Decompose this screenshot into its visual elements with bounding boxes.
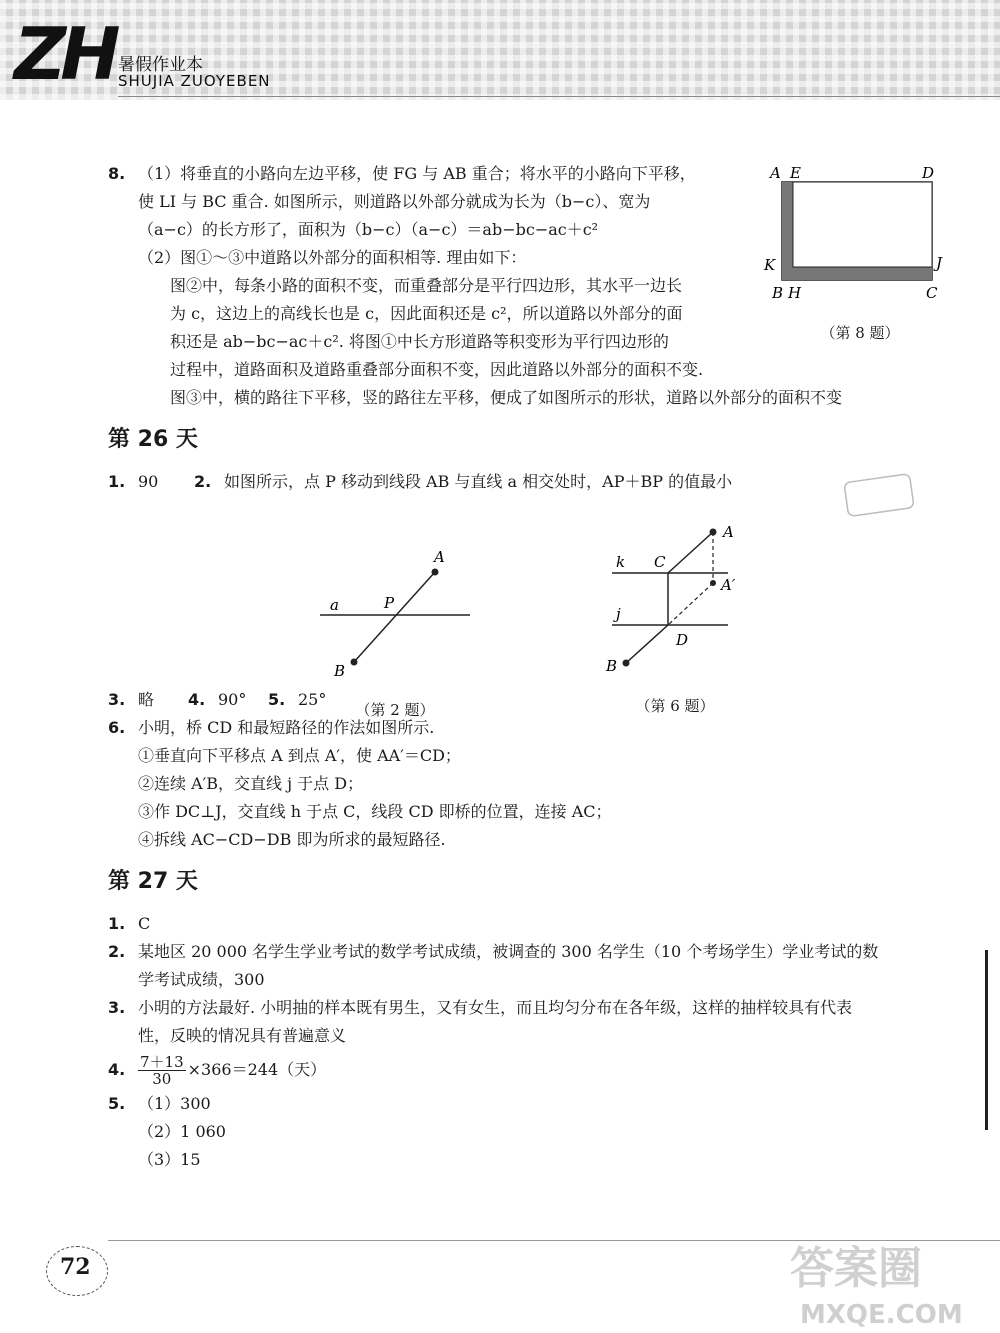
watermark-logo: 答案圈 (790, 1243, 922, 1294)
segment-DB (626, 625, 668, 663)
q8-text-3: （a−c）的长方形了，面积为（b−c）（a−c）＝ab−bc−ac＋c² (138, 220, 599, 239)
header-title-cn: 暑假作业本 (118, 55, 203, 75)
day26-q3-q5 (108, 686, 968, 714)
label-A: A (434, 548, 445, 566)
vertical-road (782, 182, 793, 280)
q4-numerator: 7＋13 (140, 1053, 184, 1071)
day26-q6-step3 (108, 798, 968, 826)
day26-q5-answer: 25° (298, 690, 327, 709)
day27-q4-number: 4. (108, 1060, 126, 1079)
label-D: D (922, 164, 935, 182)
label-B: B (772, 284, 784, 302)
point-A-prime (710, 580, 716, 586)
day27-q2-cont (108, 966, 968, 994)
day27-q2-number: 2. (108, 942, 126, 961)
q4-fraction (138, 1054, 186, 1087)
figure-space (108, 496, 968, 686)
q6-step3-text: ③作 DC⊥J，交直线 h 于点 C，线段 CD 即桥的位置，连接 AC； (138, 802, 612, 821)
segment-A-prime-D (668, 583, 713, 625)
q8-text-2: 使 LI 与 BC 重合. 如图所示，则道路以外部分就成为长为（b−c）、宽为 (138, 192, 651, 211)
day27-q3-number: 3. (108, 998, 126, 1017)
q8-text-5: 图②中，每条小路的面积不变，而重叠部分是平行四边形，其水平一边长 (170, 276, 683, 295)
figure-6-diagram (600, 515, 750, 685)
label-P: P (384, 594, 395, 612)
day26-q6-step2 (108, 770, 968, 798)
day27-q2 (108, 938, 968, 966)
day27-q5-3 (108, 1146, 968, 1174)
day26-q4-number: 4. (188, 690, 206, 709)
day26-q1-number: 1. (108, 472, 126, 491)
point-B (623, 660, 630, 667)
label-C: C (926, 284, 938, 302)
horizontal-road (782, 267, 932, 280)
day26-q3-number: 3. (108, 690, 126, 709)
label-k: k (616, 553, 626, 571)
day26-q6-number: 6. (108, 718, 126, 737)
day27-q3-text-2: 性，反映的情况具有普遍意义 (138, 1026, 347, 1045)
q8-text-8: 过程中，道路面积及道路重叠部分面积不变，因此道路以外部分的面积不变. (170, 360, 704, 379)
q5-answer-1: （1）300 (138, 1094, 211, 1113)
day27-q4 (108, 1050, 968, 1090)
figure-2 (310, 540, 480, 719)
figure-2-caption: （第 2 题） (355, 701, 435, 719)
q6-step2-text: ②连续 A′B，交直线 j 于点 D； (138, 774, 364, 793)
day26-q4-answer: 90° (218, 690, 247, 709)
page-number: 72 (60, 1254, 91, 1280)
inner-rectangle (793, 182, 932, 267)
header-title-en: SHUJIA ZUOYEBEN (118, 72, 271, 90)
day27-q1-answer: C (138, 914, 151, 933)
q6-step4-text: ④拆线 AC−CD−DB 即为所求的最短路径. (138, 830, 446, 849)
day27-q3-text-1: 小明的方法最好. 小明抽的样本既有男生，又有女生，而且均匀分布在各年级，这样的抽样较具有代表 (138, 998, 853, 1017)
figure-8 (760, 160, 960, 350)
side-edge-mark (985, 950, 988, 1130)
day27-title: 第 27 天 (108, 869, 198, 894)
q8-text-6: 为 c，这边上的高线长也是 c，因此面积还是 c²，所以道路以外部分的面 (170, 304, 683, 323)
figure-6 (600, 515, 750, 715)
label-a: a (330, 596, 339, 614)
segment-AB (354, 572, 435, 662)
day26-q1-q2 (108, 468, 968, 496)
label-E: E (790, 164, 801, 182)
label-B: B (606, 657, 618, 675)
stamp-mark (840, 470, 920, 520)
day26-q3-answer: 略 (138, 690, 155, 709)
label-A: A (770, 164, 781, 182)
figure-8-diagram (760, 160, 960, 320)
day26-q6 (108, 714, 968, 742)
label-A-prime: A′ (721, 576, 736, 594)
day26-q2-number: 2. (194, 472, 212, 491)
watermark-url: MXQE.COM (800, 1300, 963, 1330)
q8-text-9: 图③中，横的路往下平移，竖的路往左平移，便成了如图所示的形状，道路以外部分的面积不变 (170, 388, 843, 407)
day27-q2-text-2: 学考试成绩，300 (138, 970, 265, 989)
q6-step1-text: ①垂直向下平移点 A 到点 A′，使 AA′＝CD； (138, 746, 461, 765)
label-H: H (788, 284, 802, 302)
label-j: j (616, 605, 621, 623)
day27-q5-2 (108, 1118, 968, 1146)
q4-denominator: 30 (152, 1070, 172, 1088)
day26-q5-number: 5. (268, 690, 286, 709)
point-A (710, 529, 717, 536)
label-C: C (654, 553, 666, 571)
day27-q1-number: 1. (108, 914, 126, 933)
day26-q6-step1 (108, 742, 968, 770)
point-B (351, 659, 358, 666)
day26-q6-step4 (108, 826, 968, 854)
q8-line8 (108, 356, 968, 384)
day27-q1 (108, 910, 968, 938)
header-divider (118, 96, 1000, 97)
day26-q6-answer: 小明，桥 CD 和最短路径的作法如图所示. (138, 718, 435, 737)
label-D: D (676, 631, 689, 649)
q8-text-7: 积还是 ab−bc−ac＋c². 将图①中长方形道路等积变形为平行四边形的 (170, 332, 669, 351)
day27-q3-cont (108, 1022, 968, 1050)
q8-number: 8. (108, 164, 126, 183)
q8-text-1: （1）将垂直的小路向左边平移，使 FG 与 AB 重合；将水平的小路向下平移， (138, 164, 696, 183)
label-J: J (936, 254, 943, 272)
figure-6-caption: （第 6 题） (635, 697, 715, 715)
zh-logo: ZH (14, 12, 115, 96)
segment-AC (668, 532, 713, 573)
q5-answer-2: （2）1 060 (138, 1122, 226, 1141)
day26-q1-answer: 90 (138, 472, 159, 491)
page-header (0, 0, 1000, 100)
day27-q5 (108, 1090, 968, 1118)
point-A (432, 569, 439, 576)
q8-text-4: （2）图①～③中道路以外部分的面积相等. 理由如下： (138, 248, 527, 267)
label-K: K (764, 256, 776, 274)
q5-answer-3: （3）15 (138, 1150, 201, 1169)
day27-q5-number: 5. (108, 1094, 126, 1113)
label-B: B (334, 662, 346, 680)
figure-8-caption: （第 8 题） (820, 324, 900, 342)
day27-q2-text-1: 某地区 20 000 名学生学业考试的数学考试成绩，被调查的 300 名学生（10 个考场学生）学业考试的数 (138, 942, 879, 961)
day26-title: 第 26 天 (108, 427, 198, 452)
label-A: A (723, 523, 734, 541)
q4-result: ×366＝244（天） (187, 1060, 327, 1079)
day27-q3 (108, 994, 968, 1022)
figure-2-diagram (310, 540, 480, 685)
day26-q2-answer: 如图所示，点 P 移动到线段 AB 与直线 a 相交处时，AP＋BP 的值最小 (224, 472, 733, 491)
q8-line9 (108, 384, 968, 412)
